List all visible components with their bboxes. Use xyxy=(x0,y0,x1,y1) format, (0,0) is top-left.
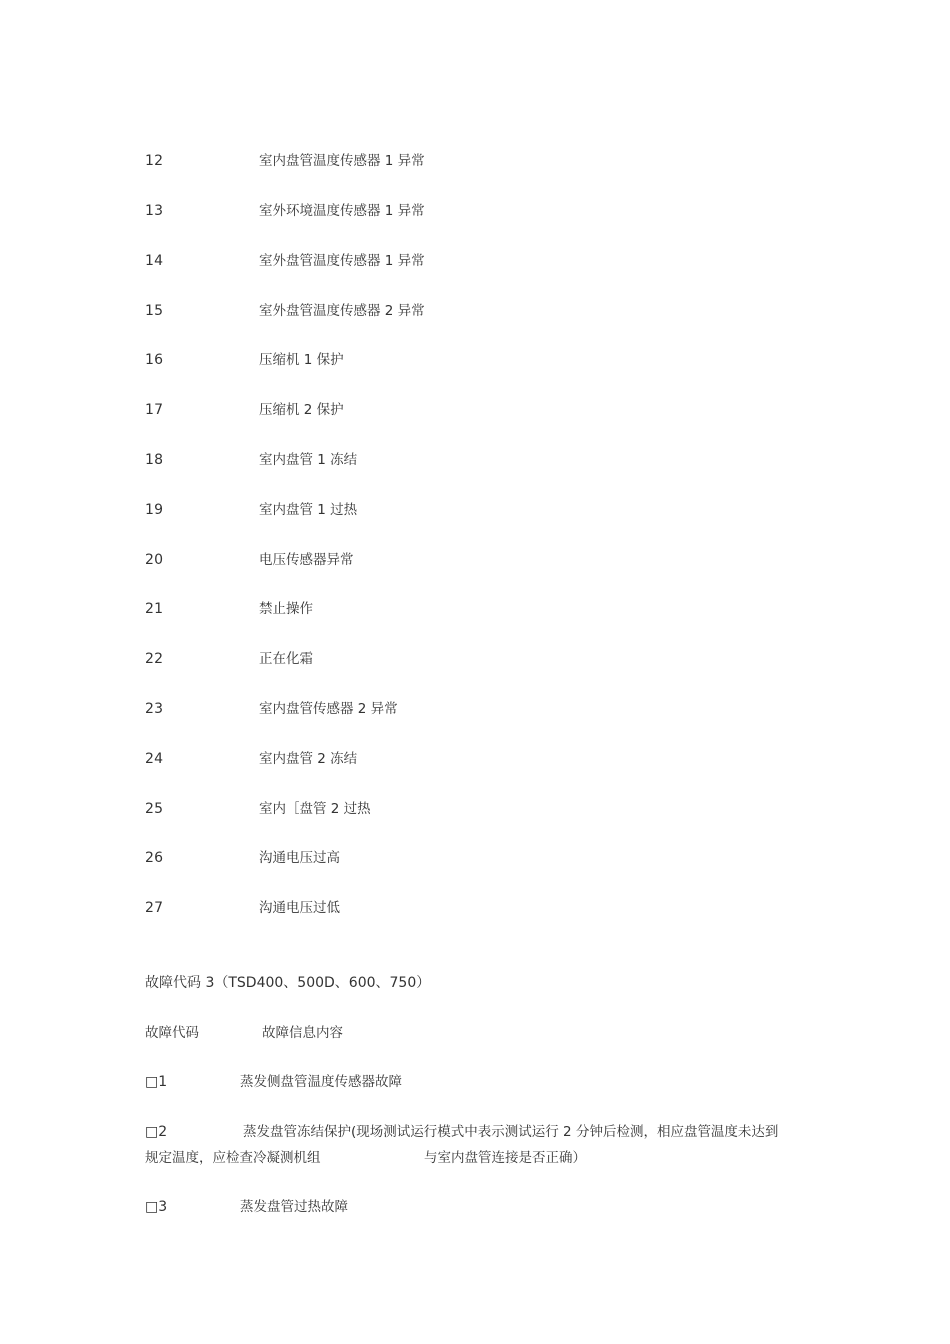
fault-item-code: □1 xyxy=(145,1074,168,1090)
fault-code: 16 xyxy=(145,352,164,368)
fault-description: 压缩机 2 保护 xyxy=(259,402,344,418)
header-fault-code: 故障代码 xyxy=(145,1025,199,1041)
fault-code: 12 xyxy=(145,153,164,169)
fault-item-description-cont: 与室内盘管连接是否正确） xyxy=(424,1150,586,1166)
fault-code: 22 xyxy=(145,651,164,667)
fault-code: 14 xyxy=(145,253,164,269)
fault-code: 17 xyxy=(145,402,164,418)
fault-code: 25 xyxy=(145,801,164,817)
fault-description: 室外环境温度传感器 1 异常 xyxy=(259,203,425,219)
header-fault-info: 故障信息内容 xyxy=(262,1025,343,1041)
section-header-row xyxy=(145,1022,825,1044)
fault-description: 室内［盘管 2 过热 xyxy=(259,801,371,817)
fault-code: 21 xyxy=(145,601,164,617)
fault-code: 18 xyxy=(145,452,164,468)
fault-item-description: 蒸发侧盘管温度传感器故障 xyxy=(240,1074,402,1090)
fault-description: 沟通电压过高 xyxy=(259,850,340,866)
section-heading: 故障代码 3（TSD400、500D、600、750） xyxy=(145,975,431,991)
fault-description: 压缩机 1 保护 xyxy=(259,352,344,368)
fault-code: 20 xyxy=(145,552,164,568)
fault-description: 电压传感器异常 xyxy=(259,552,354,568)
fault-description: 室内盘管 2 冻结 xyxy=(259,751,358,767)
fault-item xyxy=(145,1196,825,1218)
fault-item-description-cont: 规定温度，应检查冷凝测机组 xyxy=(145,1150,321,1166)
fault-description: 室内盘管传感器 2 异常 xyxy=(259,701,398,717)
fault-code: 15 xyxy=(145,303,164,319)
fault-code: 23 xyxy=(145,701,164,717)
fault-item-description: 蒸发盘管冻结保护(现场测试运行模式中表示测试运行 2 分钟后检测，相应盘管温度未达到 xyxy=(243,1124,779,1140)
fault-code: 26 xyxy=(145,850,164,866)
fault-description: 正在化霜 xyxy=(259,651,313,667)
fault-description: 室内盘管 1 冻结 xyxy=(259,452,358,468)
fault-description: 室内盘管温度传感器 1 异常 xyxy=(259,153,425,169)
fault-description: 室外盘管温度传感器 2 异常 xyxy=(259,303,425,319)
fault-description: 室外盘管温度传感器 1 异常 xyxy=(259,253,425,269)
fault-description: 禁止操作 xyxy=(259,601,313,617)
fault-item-description: 蒸发盘管过热故障 xyxy=(240,1199,348,1215)
fault-description: 室内盘管 1 过热 xyxy=(259,502,358,518)
fault-item-code: □3 xyxy=(145,1199,168,1215)
fault-code: 27 xyxy=(145,900,164,916)
fault-item-code: □2 xyxy=(145,1124,168,1140)
fault-item xyxy=(145,1121,825,1171)
fault-description: 沟通电压过低 xyxy=(259,900,340,916)
fault-item xyxy=(145,1071,825,1093)
fault-code: 24 xyxy=(145,751,164,767)
fault-code: 13 xyxy=(145,203,164,219)
fault-code: 19 xyxy=(145,502,164,518)
